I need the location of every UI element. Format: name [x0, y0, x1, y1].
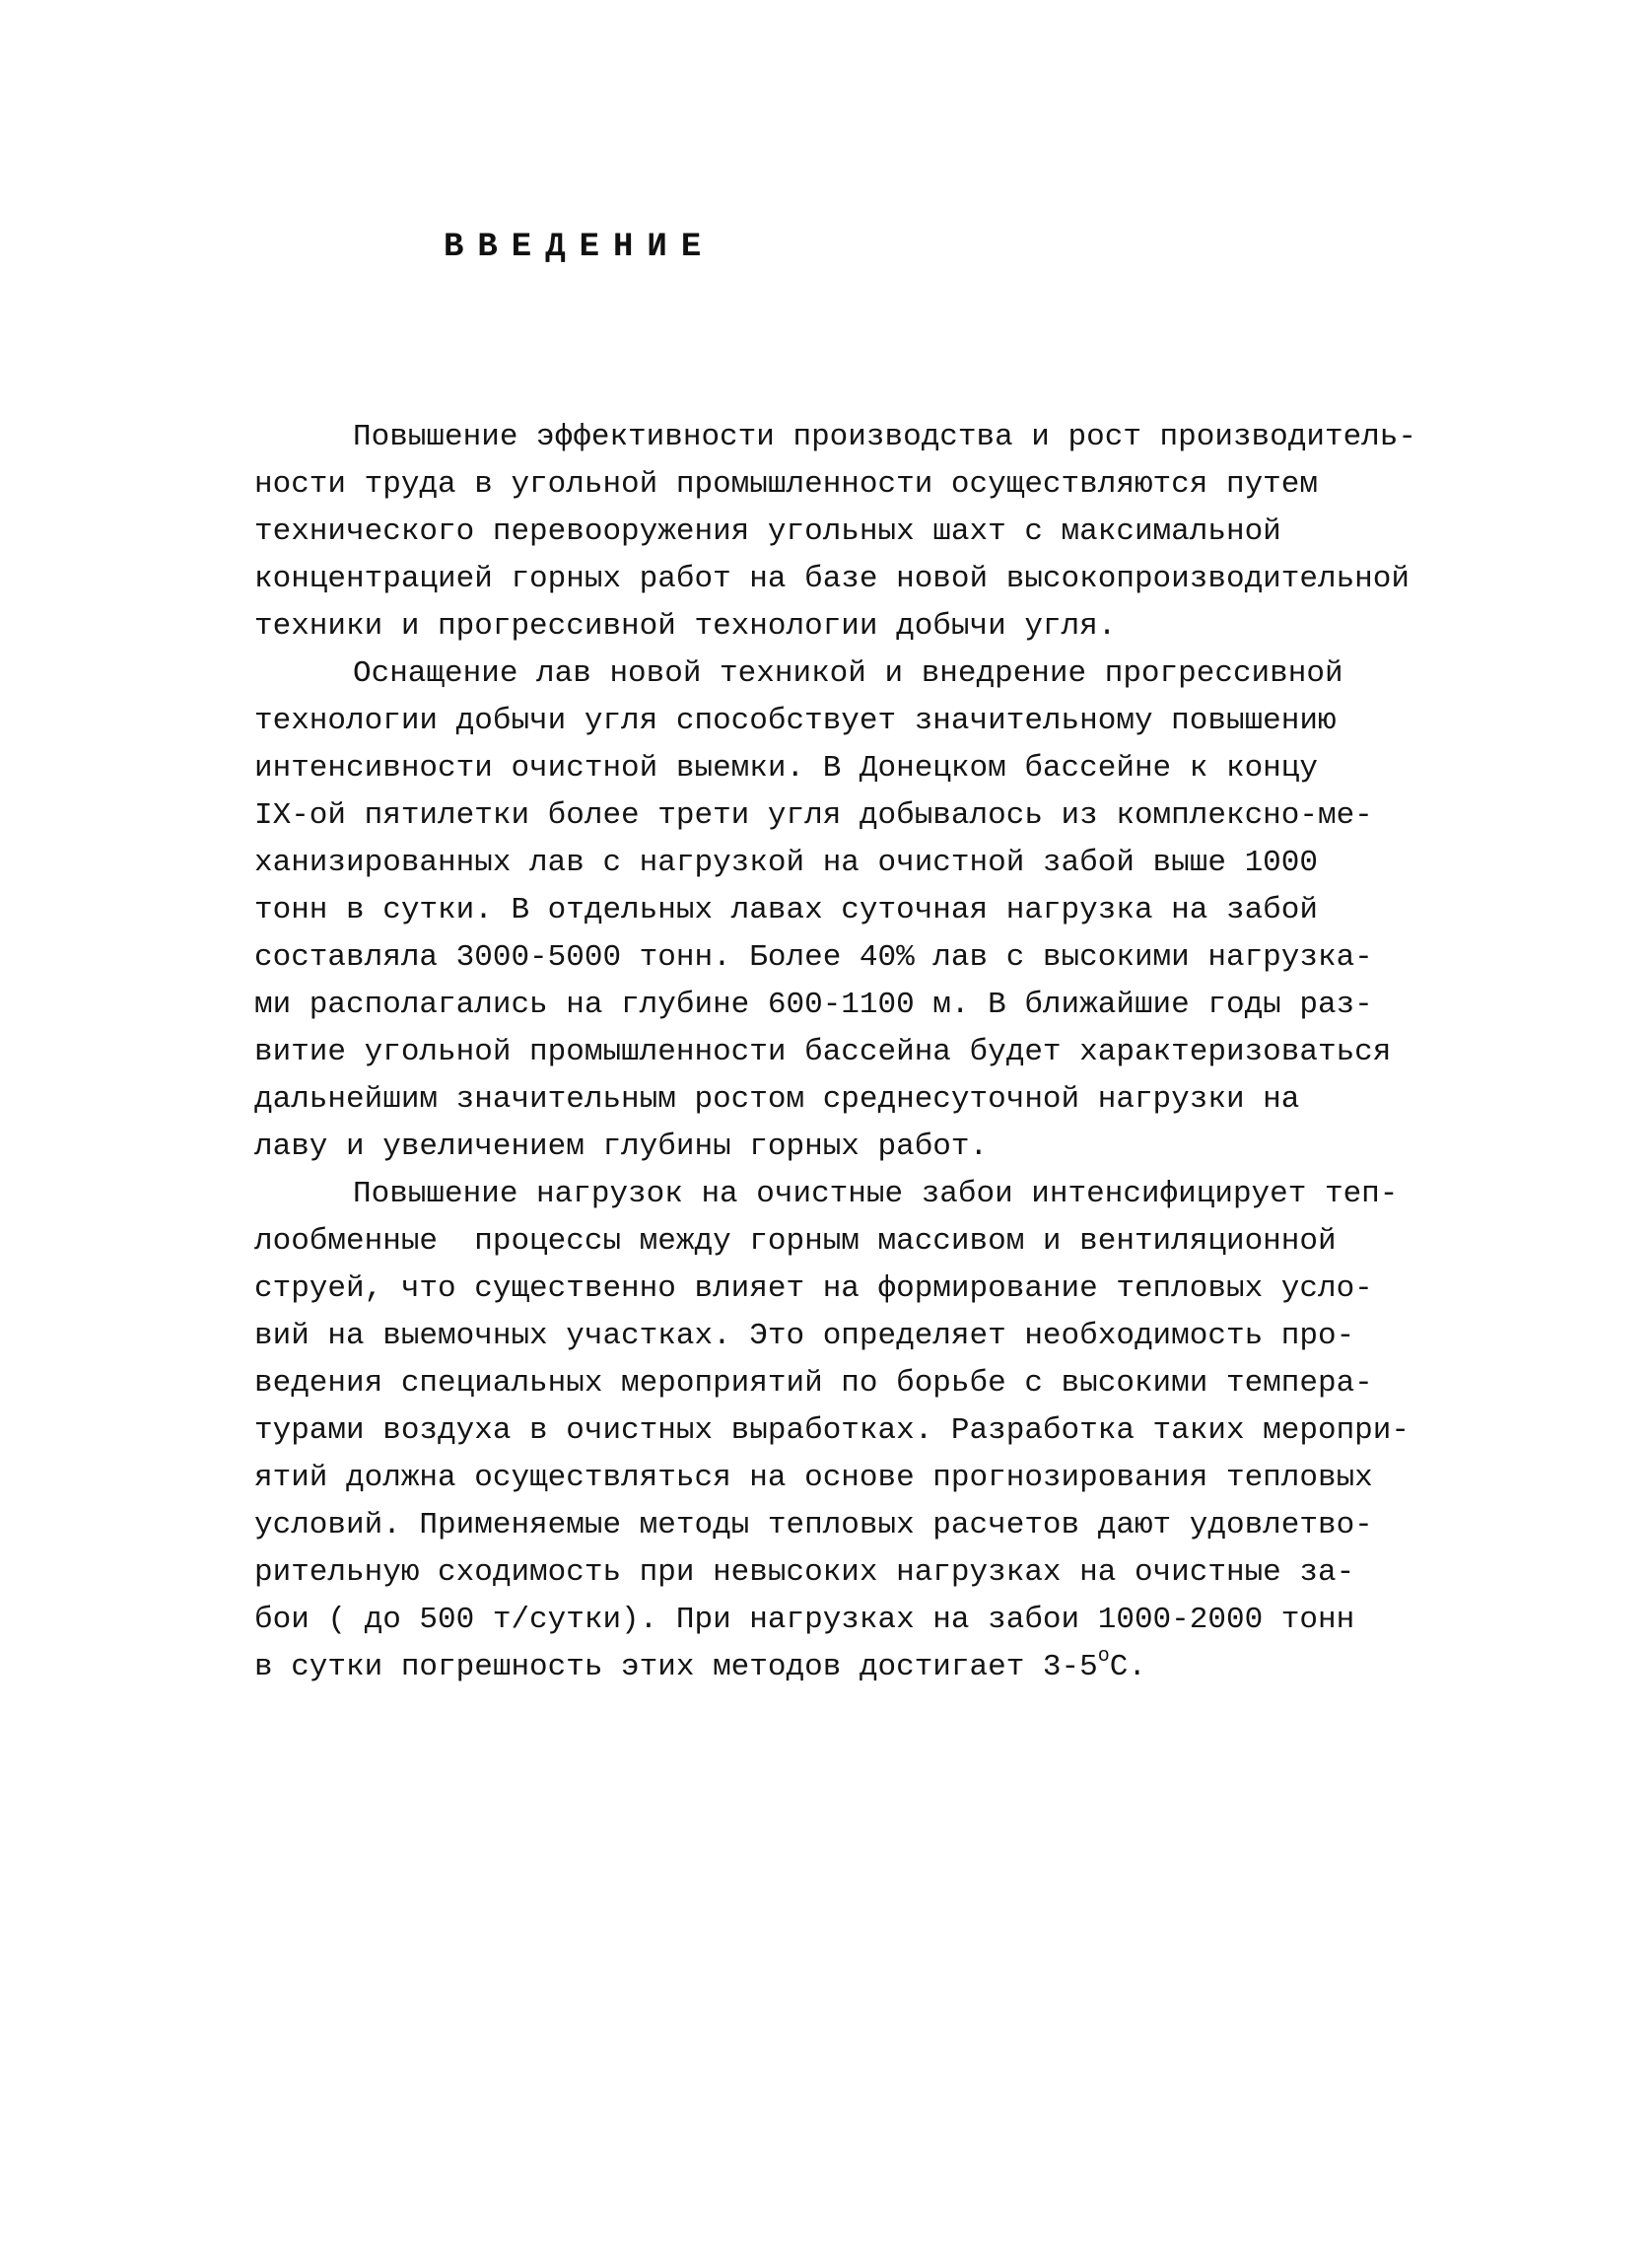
- text-line: интенсивности очистной выемки. В Донецком бассейне к концу: [254, 751, 1318, 786]
- text-line: ми располагались на глубине 600-1100 м. В ближайшие годы раз-: [254, 988, 1373, 1022]
- text-line: витие угольной промышленности бассейна будет характеризоваться: [254, 1035, 1392, 1069]
- text-line: IX-ой пятилетки более трети угля добывалось из комплексно-ме-: [254, 798, 1373, 833]
- text-line: составляла 3000-5000 тонн. Более 40% лав с высокими нагрузка-: [254, 940, 1373, 975]
- document-heading: ВВЕДЕНИЕ: [444, 229, 716, 266]
- text-line: техники и прогрессивной технологии добычи угля.: [254, 609, 1117, 644]
- text-line: ятий должна осуществляться на основе прогнозирования тепловых: [254, 1461, 1373, 1495]
- text-line: струей, что существенно влияет на формирование тепловых усло-: [254, 1271, 1373, 1306]
- text-line: концентрацией горных работ на базе новой высокопроизводительной: [254, 562, 1410, 596]
- last-line-unit: С.: [1109, 1650, 1146, 1684]
- degree-superscript: о: [1097, 1645, 1110, 1668]
- text-line: ведения специальных мероприятий по борьбе с высокими темпера-: [254, 1366, 1373, 1401]
- text-line: ханизированных лав с нагрузкой на очистной забой выше 1000: [254, 846, 1318, 880]
- text-line: вий на выемочных участках. Это определяет необходимость про-: [254, 1319, 1355, 1353]
- text-line: тонн в сутки. В отдельных лавах суточная нагрузка на забой: [254, 893, 1318, 927]
- text-line: Повышение нагрузок на очистные забои интенсифицирует теп-: [353, 1177, 1399, 1211]
- text-line: Оснащение лав новой техникой и внедрение прогрессивной: [353, 656, 1343, 691]
- text-line: Повышение эффективности производства и рост производитель-: [353, 420, 1416, 454]
- text-line: ности труда в угольной промышленности осуществляются путем: [254, 467, 1318, 502]
- text-line: условий. Применяемые методы тепловых расчетов дают удовлетво-: [254, 1508, 1373, 1542]
- text-line: турами воздуха в очистных выработках. Разработка таких меропри-: [254, 1413, 1410, 1448]
- document-body: [254, 414, 1496, 1691]
- text-line: рительную сходимость при невысоких нагрузках на очистные за-: [254, 1555, 1355, 1590]
- text-line: лообменные процессы между горным массивом и вентиляционной: [254, 1224, 1337, 1259]
- text-line: технического перевооружения угольных шахт с максимальной: [254, 514, 1281, 549]
- text-line: лаву и увеличением глубины горных работ.: [254, 1130, 989, 1164]
- last-line-text: в сутки погрешность этих методов достигает 3-5: [254, 1650, 1098, 1684]
- text-line: бои ( до 500 т/сутки). При нагрузках на забои 1000-2000 тонн: [254, 1603, 1355, 1637]
- text-line-last: [254, 1644, 1496, 1691]
- text-line: дальнейшим значительным ростом среднесуточной нагрузки на: [254, 1082, 1300, 1117]
- text-line: технологии добычи угля способствует значительному повышению: [254, 704, 1337, 738]
